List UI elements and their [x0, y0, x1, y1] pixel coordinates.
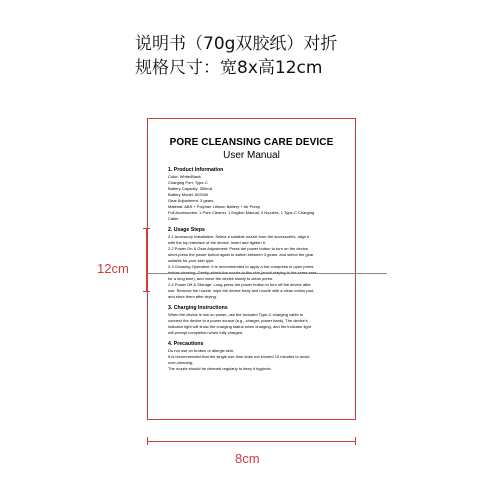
width-label: 8cm [235, 451, 260, 466]
section-line: for a long time), and move the device slowly to clean pores. [168, 276, 274, 281]
section-line: Color: White/Black [168, 174, 201, 179]
section-line: and store them after drying. [168, 294, 217, 299]
section-heading: 2. Usage Steps [168, 227, 205, 233]
height-dimension-line [146, 228, 147, 291]
section-line: use. Remove the nozzle, wipe the device body and nozzle with a clean cotton pad, [168, 288, 315, 293]
manual-content [168, 167, 346, 372]
section-heading: 4. Precautions [168, 341, 204, 347]
width-dimension-tick-right [355, 437, 356, 445]
section-heading: 1. Product Information [168, 167, 224, 173]
width-dimension-tick-left [147, 437, 148, 445]
width-dimension-line [147, 441, 356, 442]
section-line: with the top interface of the device, insert and tighten it. [168, 240, 266, 245]
section-line: Material: ABS + Polymer Lithium Battery + Air Pump [168, 204, 261, 209]
height-dimension-tick-top [143, 228, 150, 229]
section-line: will prompt completion when fully charged. [168, 330, 244, 335]
height-label: 12cm [97, 261, 129, 276]
section-line: Do not use on broken or allergic skin; [168, 348, 235, 353]
section-line: suitable for your skin type. [168, 258, 215, 263]
section-line: 2.2 Power On & Gear Adjustment: Press the power button to turn on the device, [168, 246, 309, 251]
manual-sheet [147, 118, 356, 420]
section-line: It is recommended that the single use time does not exceed 10 minutes to avoid [168, 354, 310, 359]
section-line: 2.1 Accessory Installation: Select a suitable nozzle from the accessories, align it [168, 234, 310, 239]
section-line: Charging Port: Type-C [168, 180, 208, 185]
fold-line [147, 273, 387, 274]
section-line: Cable [168, 216, 179, 221]
section-line: When the device is low on power, use the included Type-C charging cable to [168, 312, 304, 317]
section-line: Full Accessories: 1 Pore Cleaner, 1 English Manual, 4 Nozzles, 1 Type-C Charging [168, 210, 315, 215]
header-size-spec: 规格尺寸：宽8x高12cm [135, 58, 323, 78]
section-line: The nozzle should be cleaned regularly to keep it hygienic. [168, 366, 272, 371]
section-line: over-cleaning; [168, 360, 194, 365]
section-line: short-press the power button again to switch between 3 gears, and select the gear [168, 252, 314, 257]
spec-header [135, 32, 337, 80]
section-heading: 3. Charging Instructions [168, 305, 228, 311]
manual-title: PORE CLEANSING CARE DEVICE [169, 137, 334, 148]
section-line: indicator light will show the charging status when charging, and the indicator light [168, 324, 311, 329]
header-paper-spec: 说明书（70g双胶纸）对折 [135, 34, 338, 54]
section-line: 2.3 Cleaning Operation: It is recommended to apply a hot compress to open pores [168, 264, 314, 269]
section-line: before cleaning. Gently attach the nozzle to the skin (avoid staying in the same area [168, 270, 317, 275]
section-line: connect the device to a power source (e.g., charger, power bank). The device's [168, 318, 308, 323]
section-line: Battery Model: 602040 [168, 192, 209, 197]
manual-subtitle: User Manual [223, 150, 280, 161]
height-dimension-tick-bottom [143, 291, 150, 292]
section-line: Gear Adjustment: 3 gears [168, 198, 214, 203]
section-line: Battery Capacity: 350mA [168, 186, 213, 191]
section-line: 2.4 Power Off & Storage: Long-press the power button to turn off the device after [168, 282, 311, 287]
